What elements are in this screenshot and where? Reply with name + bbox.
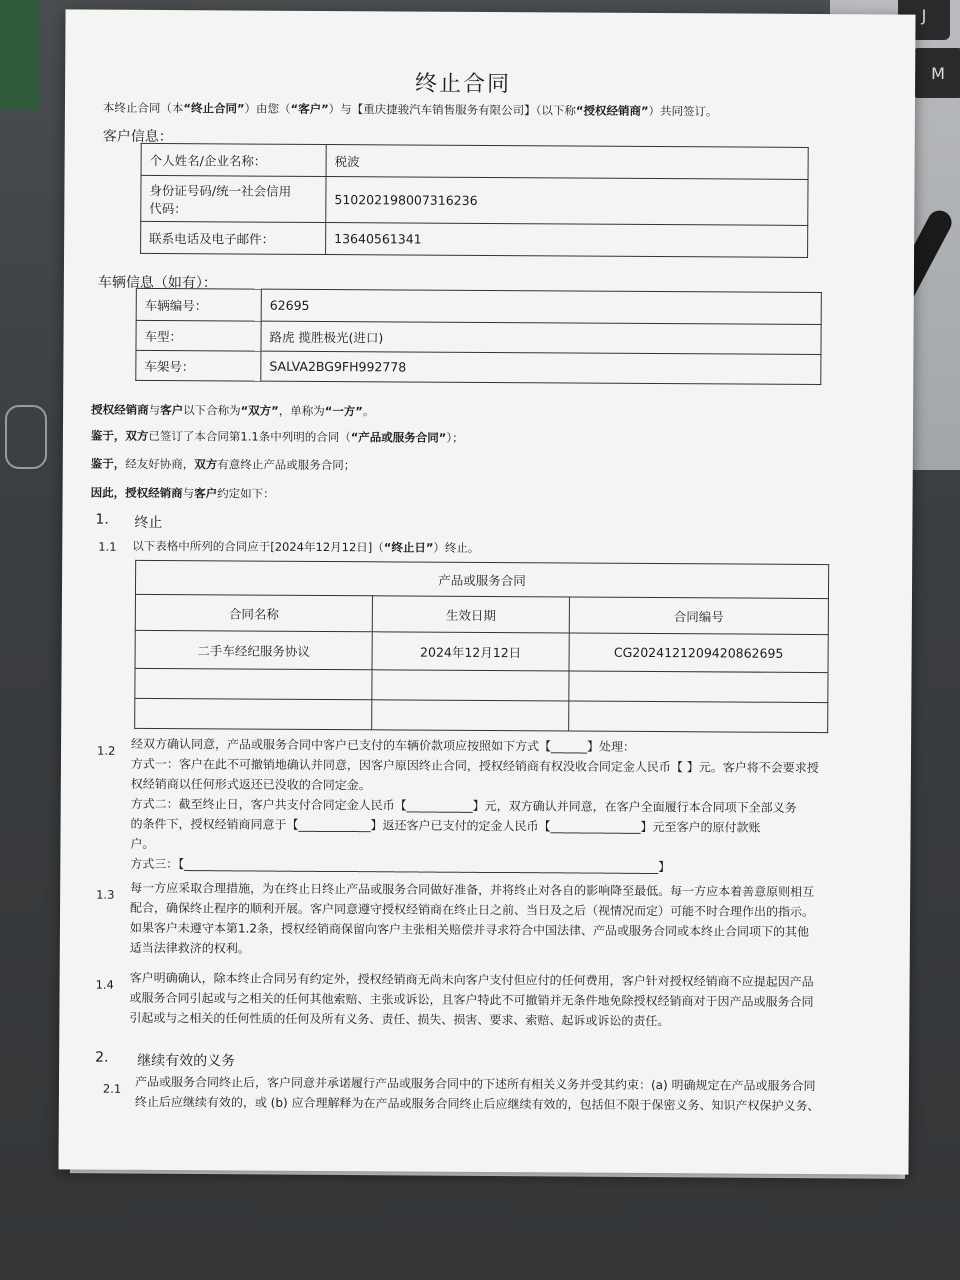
table-cell (569, 701, 828, 733)
clause-1-3-number: 1.3 (96, 887, 115, 902)
green-notebook (0, 0, 40, 110)
product-table-header-number: 合同编号 (569, 597, 828, 635)
clause-1-3-text: 每一方应采取合理措施，为在终止日终止产品或服务合同做好准备，并将终止对各自的影响降至最低。每一方应本着善意原则相互 配合，确保终止程序的顺利开展。客户同意遵守授权经销商在终止日之前、当日及之后（视情况而定）可能不时合理作出的指示。 如果客户未遵守本第1.2条，授权经销商保留向客户主张相关赔偿并寻求符合中国法律、产品或服务合同或本终止合同项下的其他 适当法律救济的权利。 (129, 880, 815, 956)
table-row (135, 668, 828, 702)
table-cell: CG2024121209420862695 (569, 633, 828, 673)
key-m: M (912, 48, 960, 98)
recital-whereas-1: 鉴于，双方已签订了本合同第1.1条中列明的合同（“产品或服务合同”）； (90, 428, 464, 445)
key-j: J (898, 0, 950, 40)
contract-page (58, 9, 915, 1174)
product-table-header-date: 生效日期 (372, 596, 569, 633)
clause-1-4-text: 客户明确确认，除本终止合同另有约定外，授权经销商无尚未向客户支付但应付的任何费用，客户针对授权经销商不应提起因产品 或服务合同引起或与之相关的任何其他索赔、主张或诉讼，且客户特此不可撤销并无条件地免除授权经销商对于因产品或服务合同 引起或与之相关的任何性质的任何及所有义务、责任、损失、损害、要求、索赔、起诉或诉讼的责任。 (129, 970, 814, 1029)
recital-whereas-2: 鉴于，经友好协商，双方有意终止产品或服务合同； (90, 456, 356, 473)
vehicle-vin-label: 车架号： (136, 350, 261, 381)
section-1-number: 1. (95, 511, 109, 528)
recital-parties: 授权经销商与客户以下合称为“双方”，单称为“一方”。 (91, 402, 375, 419)
vehicle-model-value: 路虎 揽胜极光(进口) (261, 321, 821, 354)
table-cell (372, 700, 569, 731)
table-cell: 二手车经纪服务协议 (135, 630, 372, 669)
clause-1-4-number: 1.4 (95, 977, 114, 992)
customer-phone-value: 13640561341 (326, 223, 808, 258)
intro-line: 本终止合同（本“终止合同”）由您（“客户”）与【重庆捷骏汽车销售服务有限公司】（以下称“授权经销商”）共同签订。 (102, 100, 718, 119)
clause-2-1-text: 产品或服务合同终止后，客户同意并承诺履行产品或服务合同中的下述所有相关义务并受其约束：(a) 明确规定在产品或服务合同 终止后应继续有效的，或 (b) 应合理解释为在产品或服务合同终止后应继续有效的，包括但不限于保密义务、知识产权保护义务、 (134, 1074, 820, 1114)
vehicle-info-table (135, 288, 822, 385)
vehicle-model-label: 车型： (136, 320, 261, 351)
vehicle-no-label: 车辆编号： (136, 288, 261, 321)
product-table-caption: 产品或服务合同 (135, 560, 828, 598)
vehicle-vin-value: SALVA2BG9FH992778 (261, 351, 821, 384)
clause-1-2-number: 1.2 (96, 743, 116, 758)
table-cell (135, 698, 372, 729)
table-cell (135, 668, 372, 699)
product-table-header-name: 合同名称 (135, 594, 372, 631)
table-cell (372, 670, 569, 701)
clause-1-1-text: 以下表格中所列的合同应于[2024年12月12日]（“终止日”）终止。 (132, 538, 480, 555)
customer-id-value: 510202198007316236 (326, 177, 808, 226)
customer-info-table (140, 143, 809, 258)
customer-phone-label: 联系电话及电子邮件： (141, 221, 326, 254)
clause-1-1-number: 1.1 (98, 539, 117, 554)
table-row (135, 630, 828, 672)
section-1-title: 终止 (134, 514, 163, 532)
customer-info-heading: 客户信息： (102, 128, 173, 146)
customer-name-label: 个人姓名/企业名称： (141, 143, 326, 176)
clause-1-2-text: 经双方确认同意，产品或服务合同中客户已支付的车辆价款项应按照如下方式【______】处理： 方式一：客户在此不可撤销地确认并同意，因客户原因终止合同，授权经销商有权没收合同定金人民币【 】元。客户将不会要求授 权经销商以任何形式返还已没收的合同定金。 方式二：截至终止日，客户共支付合同定金人民币【___________】元，双方确认并同意，在客户全面履行本合同项下全部义务 的条件下，授权经销商同意于【____________】返还客户已支付的定金人民币【_______________】元至客户的原付款账 户。 方式三：【_______________________________________________________________________________】 (130, 736, 819, 875)
clause-2-1-number: 2.1 (102, 1081, 122, 1096)
table-row (135, 698, 828, 732)
vehicle-info-heading: 车辆信息（如有）： (97, 274, 217, 292)
customer-name-value: 税波 (326, 145, 808, 180)
table-cell: 2024年12月12日 (372, 632, 569, 671)
customer-id-label: 身份证号码/统一社会信用 代码： (141, 175, 326, 222)
product-contract-table (134, 560, 829, 733)
document-title: 终止合同 (415, 71, 512, 98)
paper-clip (5, 405, 47, 469)
section-2-title: 继续有效的义务 (137, 1052, 236, 1070)
section-2-number: 2. (95, 1049, 109, 1066)
recital-therefore: 因此，授权经销商与客户约定如下： (90, 485, 275, 501)
vehicle-no-value: 62695 (261, 289, 821, 324)
table-cell (569, 671, 828, 703)
